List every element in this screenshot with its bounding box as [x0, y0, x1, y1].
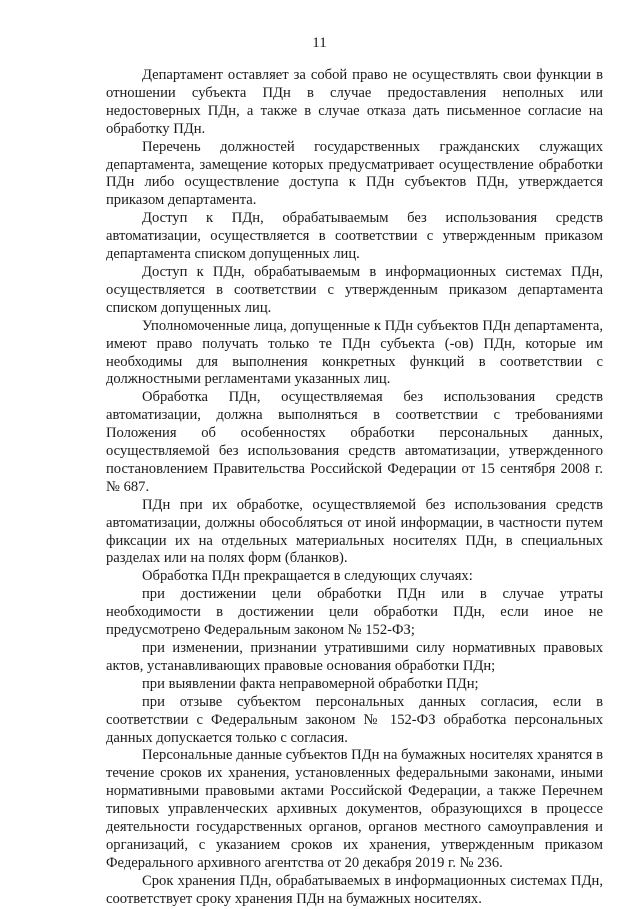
- paragraph-authorized-persons: Уполномоченные лица, допущенные к ПДн субъектов ПДн департамента, имеют право получать только те ПДн субъекта (-ов) ПДн, которые им необходимы для выполнения конкретных функций в соответствии с должностными регламентами указанных лиц.: [106, 317, 603, 388]
- paragraph-paper-storage: Персональные данные субъектов ПДн на бумажных носителях хранятся в течение сроков их хранения, установленных федеральными законами, иными нормативными правовыми актами Российской Федерации, а также Перечнем типовых управленческих архивных документов, образующихся в процессе деятельности государственных органов, органов местного самоуправления и организаций, с указанием сроков их хранения, утвержденным приказом Федерального архивного агентства от 20 декабря 2019 г. № 236.: [106, 747, 603, 871]
- paragraph-storage-term: Срок хранения ПДн, обрабатываемых в информационных системах ПДн, соответствует сроку хранения ПДн на бумажных носителях.: [106, 872, 603, 907]
- list-item-goal-achieved: при достижении цели обработки ПДн или в случае утраты необходимости в достижении цели обработки ПДн, если иное не предусмотрено Федеральным законом № 152-ФЗ;: [106, 586, 603, 639]
- document-body: [106, 67, 603, 909]
- paragraph-access-information-systems: Доступ к ПДн, обрабатываемым в информационных системах ПДн, осуществляется в соответствии с утвержденным приказом департамента списком допущенных лиц.: [106, 263, 603, 316]
- paragraph-access-non-automated: Доступ к ПДн, обрабатываемым без использования средств автоматизации, осуществляется в соответствии с утвержденным приказом департамента списком допущенных лиц.: [106, 210, 603, 263]
- paragraph-positions-list: Перечень должностей государственных гражданских служащих департамента, замещение которых предусматривает осуществление обработки ПДн либо осуществление доступа к ПДн субъектов ПДн, утверждается приказом департамента.: [106, 138, 603, 209]
- list-item-unlawful-processing: при выявлении факта неправомерной обработки ПДн;: [142, 675, 479, 692]
- paragraph-data-separation: ПДн при их обработке, осуществляемой без использования средств автоматизации, должны обособляться от иной информации, в частности путем фиксации их на отдельных материальных носителях ПДн, в специальных разделах или на полях форм (бланков).: [106, 496, 603, 567]
- list-item-consent-withdrawn: при отзыве субъектом персональных данных согласия, если в соответствии с Федеральным законом № 152-ФЗ обработка персональных данных допускается только с согласия.: [106, 693, 603, 746]
- list-item-acts-changed: при изменении, признании утратившими силу нормативных правовых актов, устанавливающих правовые основания обработки ПДн;: [106, 640, 603, 674]
- page-number: 11: [312, 35, 327, 51]
- paragraph-termination-intro: Обработка ПДн прекращается в следующих случаях:: [142, 568, 473, 585]
- paragraph-department-rights: Департамент оставляет за собой право не осуществлять свои функции в отношении субъекта ПДн в случае предоставления неполных или недостоверных ПДн, а также в случае отказа дать письменное согласие на обработку ПДн.: [106, 67, 603, 137]
- paragraph-processing-requirements: Обработка ПДн, осуществляемая без использования средств автоматизации, должна выполняться в соответствии с требованиями Положения об особенностях обработки персональных данных, осуществляемой без использования средств автоматизации, утвержденного постановлением Правительства Российской Федерации от 15 сентября 2008 г. № 687.: [106, 389, 603, 495]
